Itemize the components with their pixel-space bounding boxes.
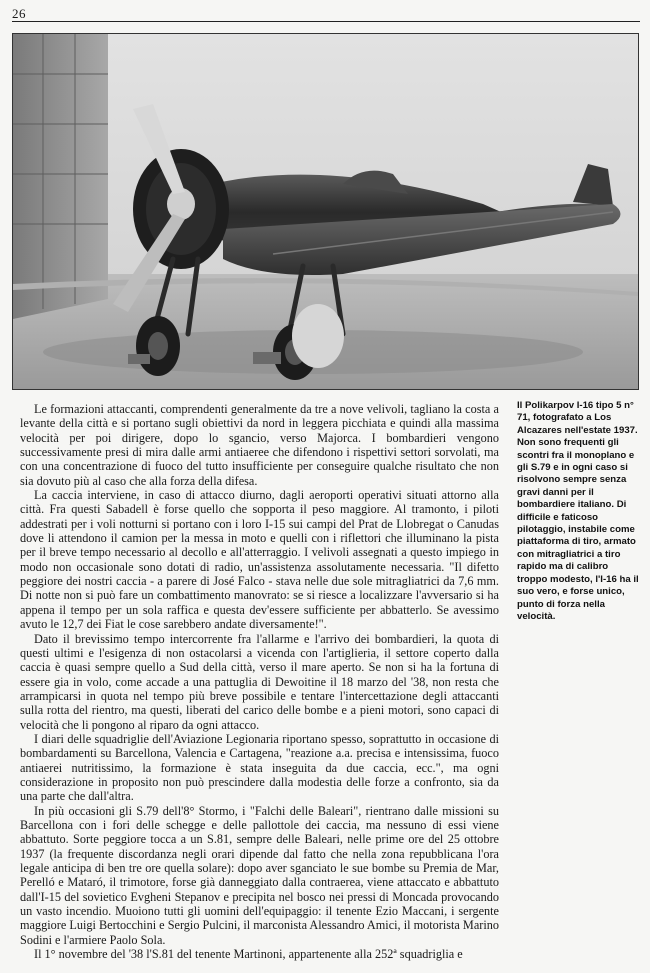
paragraph: In più occasioni gli S.79 dell'8° Stormo, i "Falchi delle Baleari", rientrano dalle missioni su Barcellona con i fori delle schegge e delle pallottole dei caccia, ma nessuno di essi viene abbattuto. Sorte peggiore tocca a un S.81, sempre delle Baleari, nelle prime ore del 25 ottobre 1937 (la frequente discordanza negli orari dipende dal fatto che nella zona repubblicana l'ora legale anticipa di ben tre ore quella solare): dopo aver sganciato le sue bombe su Premia de Mar, Perelló e Mataró, il trimotore, forse già danneggiato dalla contraerea, viene attaccato e abbattuto dall'I-15 del sovietico Evgheni Stepanov e precipita nel bosco nei pressi di Moncada provocando un vasto incendio. Muoiono tutti gli uomini dell'equipaggio: il tenente Ezio Maccani, i sergente maggiore Luigi Bertocchini e Sergio Pulcini, il marconista Alessandro Amici, il motorista Marino Sodini e l'armiere Paolo Sola. — [20, 803, 499, 947]
paragraph: I diari delle squadriglie dell'Aviazione Legionaria riportano spesso, soprattutto in occasione di bombardamenti su Barcellona, Valencia e Cartagena, "reazione a.a. precisa e intensissima, fuoco antiaerei nutritissimo, la formazione è stata inseguita da due caccia, ecc.", ma ogni considerazione in proposito non può prescindere dalla modestia delle forze a confronto, sia da una parte che dall'altra. — [20, 731, 499, 804]
paragraph: La caccia interviene, in caso di attacco diurno, dagli aeroporti operativi situati attorno alla città. Fra questi Sabadell è forse quello che sopporta il peso maggiore. Al tramonto, i piloti addestrati per i voli notturni si portano con i loro I-15 sui campi del Prat de Llobregat o Canudas dove li attendono il camion per la messa in moto e quelli con i riflettori che illuminano la pista per il breve tempo necessario al decollo e all'atterraggio. I velivoli assegnati a questo impiego in modo non occasionale sono dotati di radio, un'assistenza assolutamente necessaria. "Il difetto peggiore dei nostri caccia - a parere di José Falco - stava nelle due sole mitragliatrici da 7,6 mm. Di notte non si può fare un combattimento manovrato: se si riesce a localizzare l'avversario si ha appena il tempo per un sola raffica e questa dev'essere sufficiente per abbatterlo. Se avessimo avuto le 12,7 dei Fiat le cose sarebbero andate diversamente!". — [20, 488, 499, 632]
paragraph: Dato il brevissimo tempo intercorrente fra l'allarme e l'arrivo dei bombardieri, la quota di questi ultimi e l'esigenza di non ostacolarsi a vicenda con l'artiglieria, il settore coperto dalla caccia è quasi sempre quello a Sud della città, verso il mare aperto. Se non si ha la fortuna di essere gia in volo, come accade a una pattuglia di Dewoitine il 18 marzo del '38, non resta che arrampicarsi in quota nel tempo più breve possibile e tentare l'intercettazione degli attaccanti sulla rotta del rientro, ma questi, liberati del carico delle bombe e a pieni motori, sono capaci di velocità che li pongono al riparo da ogni attacco. — [20, 631, 499, 732]
header-rule — [12, 21, 640, 22]
paragraph: Le formazioni attaccanti, comprendenti generalmente da tre a nove velivoli, tagliano la costa a levante della città e si portano sugli obiettivi da nord in leggera picchiata e quindi alla massima velocità per poi dirigere, dopo lo sgancio, verso Majorca. I bombardieri vengono successivamente presi di mira dalle armi antiaeree che difendono i rispettivi settori sorvolati, ma con una concentrazione di fuoco del tutto insufficiente per conseguire qualche risultato che non sia dovuto più al caso che alla forza della difesa. — [20, 402, 499, 488]
photo-caption: Il Polikarpov I-16 tipo 5 n° 71, fotografato a Los Alcazares nell'estate 1937. Non sono frequenti gli scontri fra il monoplano e gli S.79 e in ogni caso si risolvono sempre senza gravi danni per il bombardiere italiano. Di difficile e faticoso pilotaggio, instabile come piattaforma di tiro, armato con mitragliatrici a tiro rapido ma di calibro troppo modesto, l'I-16 ha il suo vero, e forse unico, punto di forza nella velocità. — [517, 400, 639, 622]
aircraft-photo — [12, 33, 639, 390]
paragraph: Il 1° novembre del '38 l'S.81 del tenente Martinoni, appartenente alla 252ª squadriglia e — [34, 947, 463, 962]
aircraft-photo-image — [13, 34, 638, 389]
page-number: 26 — [12, 6, 26, 21]
article-body — [20, 402, 499, 961]
